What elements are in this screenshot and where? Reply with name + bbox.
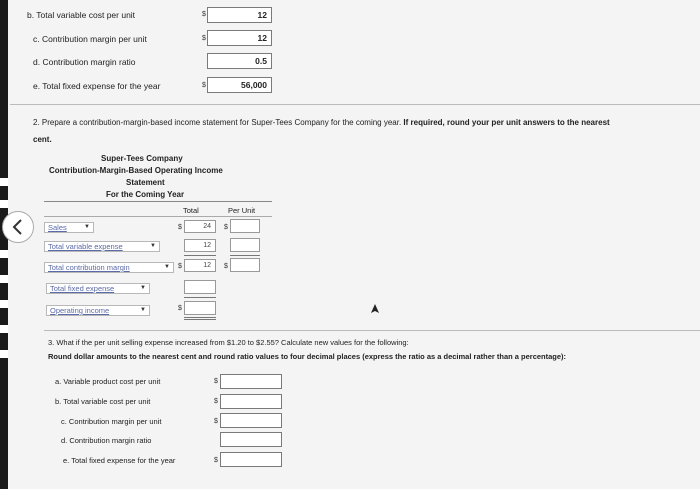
sales-total-input[interactable]: 24 [184,220,216,233]
row-sales-select[interactable] [44,222,94,233]
q3-instruction: Round dollar amounts to the nearest cent and round ratio values to four decimal places (express the ratio as a decimal rather than a percentage): [48,352,567,361]
q3-label-b: b. Total variable cost per unit [55,397,151,406]
q3-label-c: c. Contribution margin per unit [61,417,162,426]
double-rule [184,319,216,320]
dropdown-caret-icon: ▼ [150,243,156,249]
part1-label-e: e. Total fixed expense for the year [33,81,161,91]
heading-rule [44,201,272,202]
row-variable-expense-select[interactable] [44,241,160,252]
variable-expense-per-unit-input[interactable] [230,238,260,252]
subtotal-rule [184,297,216,298]
q3-label-d: d. Contribution margin ratio [61,436,152,445]
statement-title-line2: Statement [126,178,165,187]
q2-prompt [33,118,610,127]
row-contribution-margin-label: Total contribution margin [48,263,130,272]
cm-total-input[interactable]: 12 [184,259,216,272]
q3-dollar-a: $ [214,378,218,385]
part1-label-d: d. Contribution margin ratio [33,57,136,67]
divider [44,330,700,331]
part1-dollar-e: $ [202,82,206,89]
q3-dollar-b: $ [214,398,218,405]
subtotal-rule [184,255,216,256]
part1-value-c[interactable]: 12 [207,30,272,46]
dropdown-caret-icon: ▼ [140,307,146,313]
statement-company: Super-Tees Company [101,154,183,163]
row-fixed-expense-label: Total fixed expense [50,284,115,293]
q2-instruction-cont: cent. [33,135,52,144]
sales-total-dollar: $ [178,224,182,231]
q3-value-e[interactable] [220,452,282,467]
row-operating-income-select[interactable] [46,305,150,316]
strip-marker [0,325,8,333]
strip-marker [0,350,8,358]
q3-value-b[interactable] [220,394,282,409]
divider [10,104,700,105]
dropdown-caret-icon: ▼ [140,285,146,291]
cm-per-unit-input[interactable] [230,258,260,272]
strip-marker [0,178,8,186]
q2-instruction: If required, round your per unit answers to the nearest [403,118,610,127]
q3-label-e: e. Total fixed expense for the year [63,456,176,465]
oi-total-input[interactable] [184,301,216,315]
fixed-expense-total-input[interactable] [184,280,216,294]
sales-per-unit-dollar: $ [224,224,228,231]
strip-marker [0,300,8,308]
q3-value-d[interactable] [220,432,282,447]
col-per-unit-header: Per Unit [228,206,256,215]
col-total-header: Total [183,206,199,215]
q2-prompt-text: 2. Prepare a contribution-margin-based income statement for Super-Tees Company for the coming year. [33,118,402,127]
strip-marker [0,250,8,258]
part1-dollar-c: $ [202,35,206,42]
statement-title-line1: Contribution-Margin-Based Operating Income [49,166,223,175]
q3-value-c[interactable] [220,413,282,428]
variable-expense-total-input[interactable]: 12 [184,239,216,252]
subtotal-rule [230,255,260,256]
q3-prompt: 3. What if the per unit selling expense increased from $1.20 to $2.55? Calculate new values for the following: [48,338,409,347]
q3-label-a: a. Variable product cost per unit [55,377,161,386]
q3-dollar-c: $ [214,418,218,425]
sales-per-unit-input[interactable] [230,219,260,233]
cm-total-dollar: $ [178,263,182,270]
statement-period: For the Coming Year [106,190,185,199]
back-button[interactable] [2,211,34,243]
row-contribution-margin-select[interactable] [44,262,174,273]
row-operating-income-label: Operating income [50,306,110,315]
cursor-icon [371,304,379,314]
q3-value-a[interactable] [220,374,282,389]
strip-marker [0,275,8,283]
part1-dollar-b: $ [202,11,206,18]
part1-value-e[interactable]: 56,000 [207,77,272,93]
cm-per-unit-dollar: $ [224,263,228,270]
row-sales-label: Sales [48,223,67,232]
header-rule [44,216,272,217]
row-fixed-expense-select[interactable] [46,283,150,294]
strip-marker [0,200,8,208]
dropdown-caret-icon: ▼ [84,224,90,230]
part1-value-b[interactable]: 12 [207,7,272,23]
q3-dollar-e: $ [214,457,218,464]
chevron-left-icon [11,219,25,235]
double-rule [184,317,216,318]
part1-label-c: c. Contribution margin per unit [33,34,147,44]
dropdown-caret-icon: ▼ [164,264,170,270]
oi-total-dollar: $ [178,305,182,312]
row-variable-expense-label: Total variable expense [48,242,123,251]
part1-label-b: b. Total variable cost per unit [27,10,136,20]
left-side-strip [0,0,8,489]
part1-value-d[interactable]: 0.5 [207,53,272,69]
